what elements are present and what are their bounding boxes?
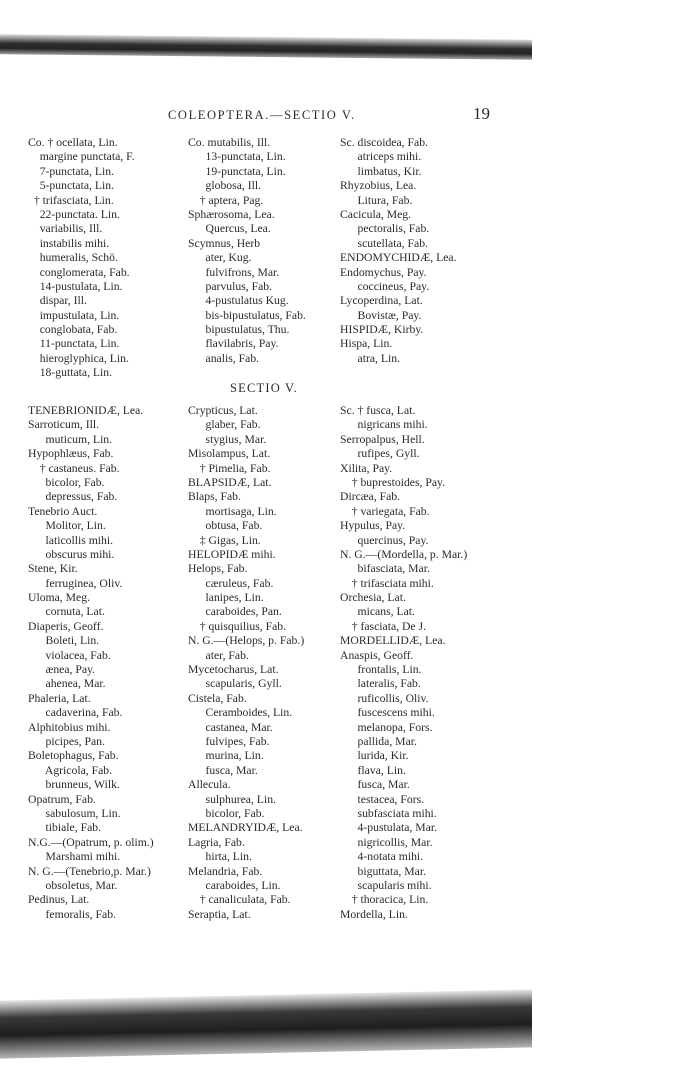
- species-entry: Pedinus, Lat.: [28, 893, 90, 907]
- species-entry: depressus, Fab.: [28, 490, 118, 504]
- species-entry: scapularis mihi.: [340, 878, 432, 892]
- species-entry: hieroglyphica, Lin.: [28, 351, 129, 365]
- species-entry: 18-guttata, Lin.: [28, 366, 113, 380]
- species-entry: HISPIDÆ, Kirby.: [340, 323, 424, 337]
- species-entry: 4-notata mihi.: [340, 850, 424, 864]
- species-entry: hirta, Lin.: [188, 850, 252, 864]
- species-list-sectio-v-col2: [188, 404, 304, 922]
- species-entry: Opatrum, Fab.: [28, 792, 96, 806]
- species-entry: 13-punctata, Lin.: [188, 150, 286, 164]
- species-entry: Co. mutabilis, Ill.: [188, 136, 271, 149]
- species-entry: ater, Fab.: [188, 648, 249, 662]
- species-entry: subfasciata mihi.: [340, 806, 437, 820]
- species-entry: Rhyzobius, Lea.: [340, 179, 417, 193]
- species-entry: Helops, Fab.: [188, 562, 248, 576]
- species-entry: Litura, Fab.: [340, 193, 413, 207]
- species-entry: Cacicula, Meg.: [340, 207, 412, 221]
- species-entry: 19-punctata, Lin.: [188, 164, 286, 178]
- species-entry: ‡ Gigas, Lin.: [188, 533, 261, 547]
- species-entry: N. G.—(Helops, p. Fab.): [188, 634, 305, 648]
- species-entry: Bovistæ, Pay.: [340, 308, 422, 322]
- species-entry: ænea, Pay.: [28, 663, 96, 677]
- species-entry: Ceramboides, Lin.: [188, 706, 293, 720]
- species-entry: 5-punctata, Lin.: [28, 179, 115, 193]
- species-entry: TENEBRIONIDÆ, Lea.: [28, 404, 144, 417]
- species-list-sectio-v-col1: [28, 404, 154, 922]
- species-entry: BLAPSIDÆ, Lat.: [188, 475, 272, 489]
- species-entry: Marshami mihi.: [28, 850, 121, 864]
- species-entry: fusca, Mar.: [340, 778, 410, 792]
- species-entry: coccineus, Pay.: [340, 279, 430, 293]
- species-entry: † fasciata, De J.: [340, 619, 427, 633]
- species-entry: quercinus, Pay.: [340, 533, 429, 547]
- running-head: COLEOPTERA.—SECTIO V.: [168, 108, 356, 122]
- species-entry: castanea, Mar.: [188, 720, 273, 734]
- species-entry: pallida, Mar.: [340, 734, 417, 748]
- species-list-coccinellidae-col2: [188, 136, 306, 366]
- species-entry: violacea, Fab.: [28, 648, 111, 662]
- species-list-sectio-v-col3: [340, 404, 467, 922]
- species-entry: bipustulatus, Thu.: [188, 323, 290, 337]
- species-entry: biguttata, Mar.: [340, 864, 427, 878]
- species-entry: Allecula.: [188, 778, 231, 792]
- species-entry: Lycoperdina, Lat.: [340, 294, 423, 308]
- species-entry: Endomychus, Pay.: [340, 265, 427, 279]
- species-entry: Alphitobius mihi.: [28, 720, 111, 734]
- species-entry: analis, Fab.: [188, 351, 260, 365]
- species-entry: N. G.—(Tenebrio,p. Mar.): [28, 864, 151, 878]
- species-entry: obtusa, Fab.: [188, 519, 263, 533]
- species-entry: ater, Kug.: [188, 251, 252, 265]
- species-entry: Xilita, Pay.: [340, 461, 393, 475]
- species-entry: Melandria, Fab.: [188, 864, 263, 878]
- species-entry: † canaliculata, Fab.: [188, 893, 291, 907]
- species-entry: Blaps, Fab.: [188, 490, 241, 504]
- species-entry: sulphurea, Lin.: [188, 792, 276, 806]
- species-entry: Serropalpus, Hell.: [340, 432, 425, 446]
- species-entry: Crypticus, Lat.: [188, 404, 258, 417]
- species-entry: testacea, Fors.: [340, 792, 425, 806]
- species-entry: conglomerata, Fab.: [28, 265, 130, 279]
- page-header: [0, 104, 700, 128]
- species-entry: fulvipes, Fab.: [188, 734, 270, 748]
- species-entry: bicolor, Fab.: [28, 475, 105, 489]
- species-entry: parvulus, Fab.: [188, 279, 273, 293]
- species-entry: 22-punctata. Lin.: [28, 207, 120, 221]
- species-entry: Mordella, Lin.: [340, 907, 408, 921]
- species-entry: lateralis, Fab.: [340, 677, 421, 691]
- species-entry: Seraptia, Lat.: [188, 907, 251, 921]
- species-entry: nigricans mihi.: [340, 418, 428, 432]
- species-entry: ahenea, Mar.: [28, 677, 106, 691]
- species-entry: Quercus, Lea.: [188, 222, 271, 236]
- species-entry: Phaleria, Lat.: [28, 691, 91, 705]
- species-entry: fulvifrons, Mar.: [188, 265, 280, 279]
- species-entry: cæruleus, Fab.: [188, 576, 274, 590]
- species-entry: 7-punctata, Lin.: [28, 164, 115, 178]
- species-entry: obscurus mihi.: [28, 547, 115, 561]
- species-entry: Hypophlæus, Fab.: [28, 447, 114, 461]
- species-entry: Misolampus, Lat.: [188, 447, 271, 461]
- species-entry: cornuta, Lat.: [28, 605, 105, 619]
- species-entry: 4-pustulatus Kug.: [188, 294, 289, 308]
- species-entry: variabilis, Ill.: [28, 222, 103, 236]
- section-heading: SECTIO V.: [230, 381, 298, 395]
- species-entry: picipes, Pan.: [28, 734, 105, 748]
- species-entry: Tenebrio Auct.: [28, 504, 98, 518]
- species-entry: flavilabris, Pay.: [188, 337, 279, 351]
- species-list-coccinellidae-col1: [28, 136, 135, 381]
- species-entry: Sc. † fusca, Lat.: [340, 404, 416, 417]
- species-entry: sabulosum, Lin.: [28, 806, 121, 820]
- species-entry: brunneus, Wilk.: [28, 778, 120, 792]
- scan-edge-bottom: [0, 989, 532, 1058]
- species-entry: N.G.—(Opatrum, p. olim.): [28, 835, 154, 849]
- species-entry: lurida, Kir.: [340, 749, 409, 763]
- species-entry: atriceps mihi.: [340, 150, 422, 164]
- species-entry: Agricola, Fab.: [28, 763, 113, 777]
- species-entry: Dircæa, Fab.: [340, 490, 401, 504]
- species-entry: fusca, Mar.: [188, 763, 258, 777]
- species-entry: obsoletus, Mar.: [28, 878, 118, 892]
- species-entry: † aptera, Pag.: [188, 193, 264, 207]
- species-entry: † variegata, Fab.: [340, 504, 430, 518]
- species-entry: impustulata, Lin.: [28, 308, 120, 322]
- species-entry: flava, Lin.: [340, 763, 406, 777]
- species-entry: muticum, Lin.: [28, 432, 113, 446]
- species-entry: micans, Lat.: [340, 605, 415, 619]
- species-entry: Mycetocharus, Lat.: [188, 663, 279, 677]
- species-entry: Boleti, Lin.: [28, 634, 100, 648]
- species-entry: ferruginea, Oliv.: [28, 576, 123, 590]
- species-entry: murina, Lin.: [188, 749, 264, 763]
- species-entry: Hispa, Lin.: [340, 337, 393, 351]
- species-entry: ruficollis, Oliv.: [340, 691, 429, 705]
- species-entry: bicolor, Fab.: [188, 806, 265, 820]
- species-entry: humeralis, Schö.: [28, 251, 118, 265]
- species-entry: Sc. discoidea, Fab.: [340, 136, 428, 149]
- species-entry: fuscescens mihi.: [340, 706, 435, 720]
- species-entry: † thoracica, Lin.: [340, 893, 429, 907]
- species-entry: Sphærosoma, Lea.: [188, 207, 275, 221]
- species-entry: † Pimelia, Fab.: [188, 461, 271, 475]
- species-entry: conglobata, Fab.: [28, 323, 118, 337]
- species-entry: cadaverina, Fab.: [28, 706, 123, 720]
- species-entry: ENDOMYCHIDÆ, Lea.: [340, 251, 457, 265]
- species-entry: † trifasciata, Lin.: [28, 193, 114, 207]
- species-entry: scutellata, Fab.: [340, 236, 428, 250]
- species-entry: femoralis, Fab.: [28, 907, 116, 921]
- species-entry: globosa, Ill.: [188, 179, 262, 193]
- species-entry: Sarroticum, Ill.: [28, 418, 100, 432]
- species-entry: Co. † ocellata, Lin.: [28, 136, 118, 149]
- species-entry: pectoralis, Fab.: [340, 222, 430, 236]
- species-entry: † quisquilius, Fab.: [188, 619, 287, 633]
- species-entry: bifasciata, Mar.: [340, 562, 430, 576]
- species-entry: tibiale, Fab.: [28, 821, 102, 835]
- species-entry: † trifasciata mihi.: [340, 576, 434, 590]
- species-entry: Scymnus, Herb: [188, 236, 261, 250]
- species-entry: 4-pustulata, Mar.: [340, 821, 438, 835]
- species-entry: atra, Lin.: [340, 351, 401, 365]
- species-entry: 11-punctata, Lin.: [28, 337, 120, 351]
- scan-edge-top: [0, 34, 532, 60]
- species-entry: dispar, Ill.: [28, 294, 87, 308]
- species-entry: laticollis mihi.: [28, 533, 114, 547]
- species-entry: melanopa, Fors.: [340, 720, 433, 734]
- species-entry: Cistela, Fab.: [188, 691, 247, 705]
- species-entry: MORDELLIDÆ, Lea.: [340, 634, 446, 648]
- page-number: 19: [473, 104, 490, 123]
- species-list-coccinellidae-col3: [340, 136, 457, 366]
- species-entry: N. G.—(Mordella, p. Mar.): [340, 547, 468, 561]
- species-entry: frontalis, Lin.: [340, 663, 422, 677]
- species-entry: Diaperis, Geoff.: [28, 619, 104, 633]
- species-entry: Orchesia, Lat.: [340, 591, 406, 605]
- species-entry: Uloma, Meg.: [28, 591, 90, 605]
- species-entry: 14-pustulata, Lin.: [28, 279, 123, 293]
- species-entry: glaber, Fab.: [188, 418, 261, 432]
- species-entry: margine punctata, F.: [28, 150, 135, 164]
- species-entry: Anaspis, Geoff.: [340, 648, 414, 662]
- species-entry: lanipes, Lin.: [188, 591, 264, 605]
- species-entry: mortisaga, Lin.: [188, 504, 277, 518]
- species-entry: † castaneus. Fab.: [28, 461, 120, 475]
- species-entry: instabilis mihi.: [28, 236, 110, 250]
- species-entry: nigricollis, Mar.: [340, 835, 433, 849]
- species-entry: scapularis, Gyll.: [188, 677, 282, 691]
- species-entry: Boletophagus, Fab.: [28, 749, 119, 763]
- species-entry: caraboides, Lin.: [188, 878, 281, 892]
- species-entry: † buprestoides, Pay.: [340, 475, 446, 489]
- species-entry: Hypulus, Pay.: [340, 519, 406, 533]
- species-entry: MELANDRYIDÆ, Lea.: [188, 821, 303, 835]
- species-entry: caraboides, Pan.: [188, 605, 282, 619]
- species-entry: Molitor, Lin.: [28, 519, 106, 533]
- species-entry: stygius, Mar.: [188, 432, 267, 446]
- species-entry: limbatus, Kir.: [340, 164, 422, 178]
- species-entry: rufipes, Gyll.: [340, 447, 420, 461]
- species-entry: Stene, Kir.: [28, 562, 78, 576]
- species-entry: bis-bipustulatus, Fab.: [188, 308, 306, 322]
- species-entry: Lagria, Fab.: [188, 835, 245, 849]
- species-entry: HELOPIDÆ mihi.: [188, 547, 276, 561]
